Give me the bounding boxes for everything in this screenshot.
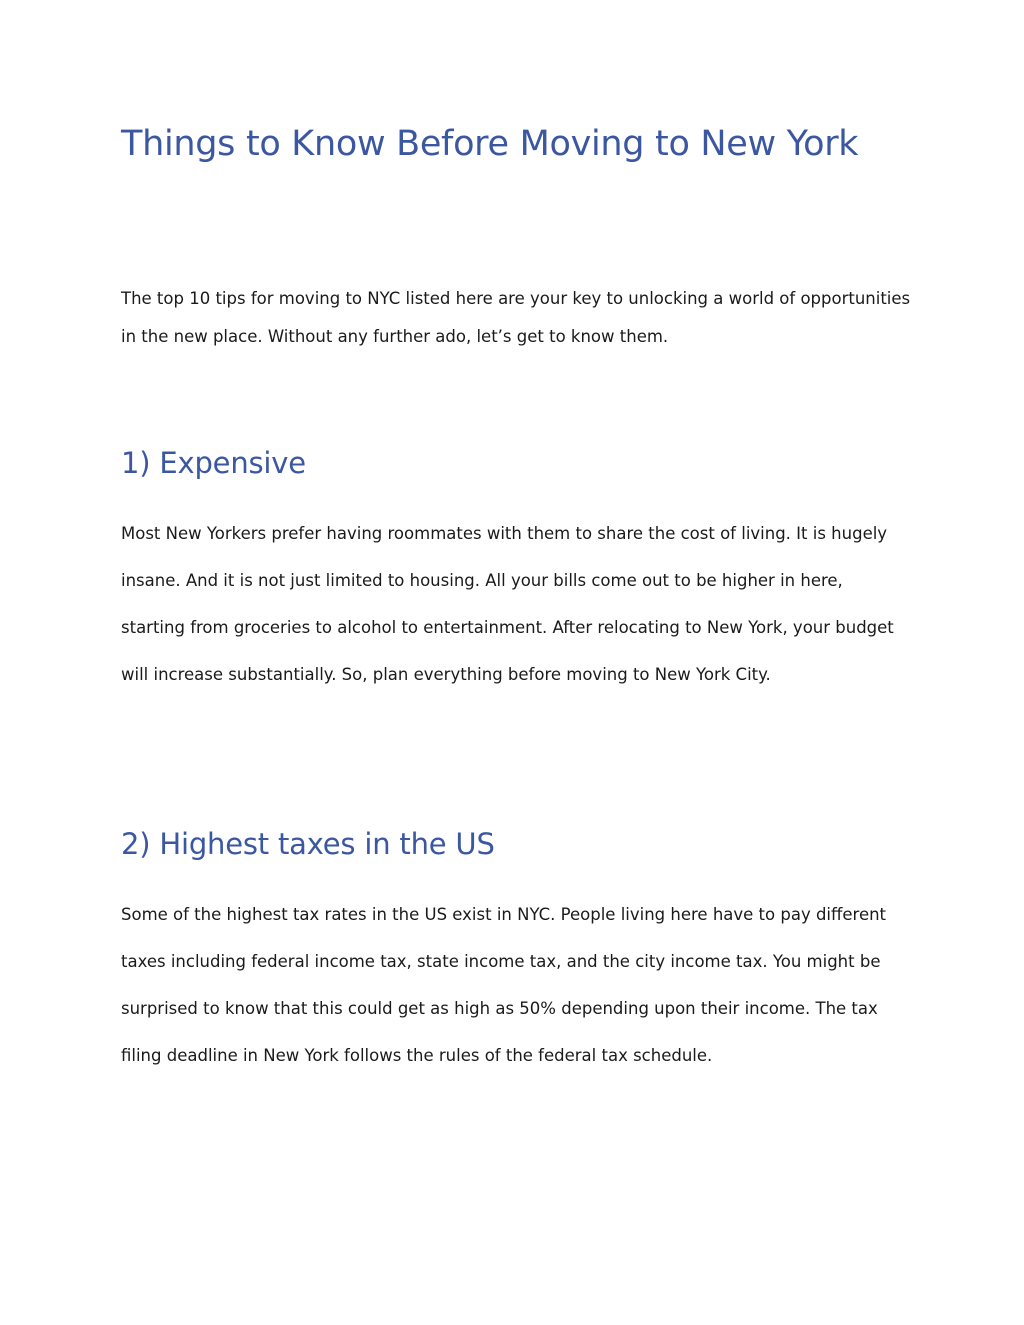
section-body-taxes: Some of the highest tax rates in the US exist in NYC. People living here have to pay different taxes including federal income tax, state income tax, and the city income tax. You might be surprised to know that this could get as high as 50% depending upon their income. The tax filing deadline in New York follows the rules of the federal tax schedule. [121, 905, 887, 1065]
section-body-expensive: Most New Yorkers prefer having roommates with them to share the cost of living. It is hugely insane. And it is not just limited to housing. All your bills come out to be higher in here, starting from groceries to alcohol to entertainment. After relocating to New York, your budget will increase substantially. So, plan everything before moving to New York City. [121, 524, 894, 684]
intro-paragraph: The top 10 tips for moving to NYC listed here are your key to unlocking a world of opportunities in the new place. Without any further ado, let’s get to know them. [121, 289, 911, 346]
document-title: Things to Know Before Moving to New York [121, 124, 859, 164]
section-heading-expensive: 1) Expensive [121, 446, 306, 480]
section-heading-taxes: 2) Highest taxes in the US [121, 827, 495, 861]
